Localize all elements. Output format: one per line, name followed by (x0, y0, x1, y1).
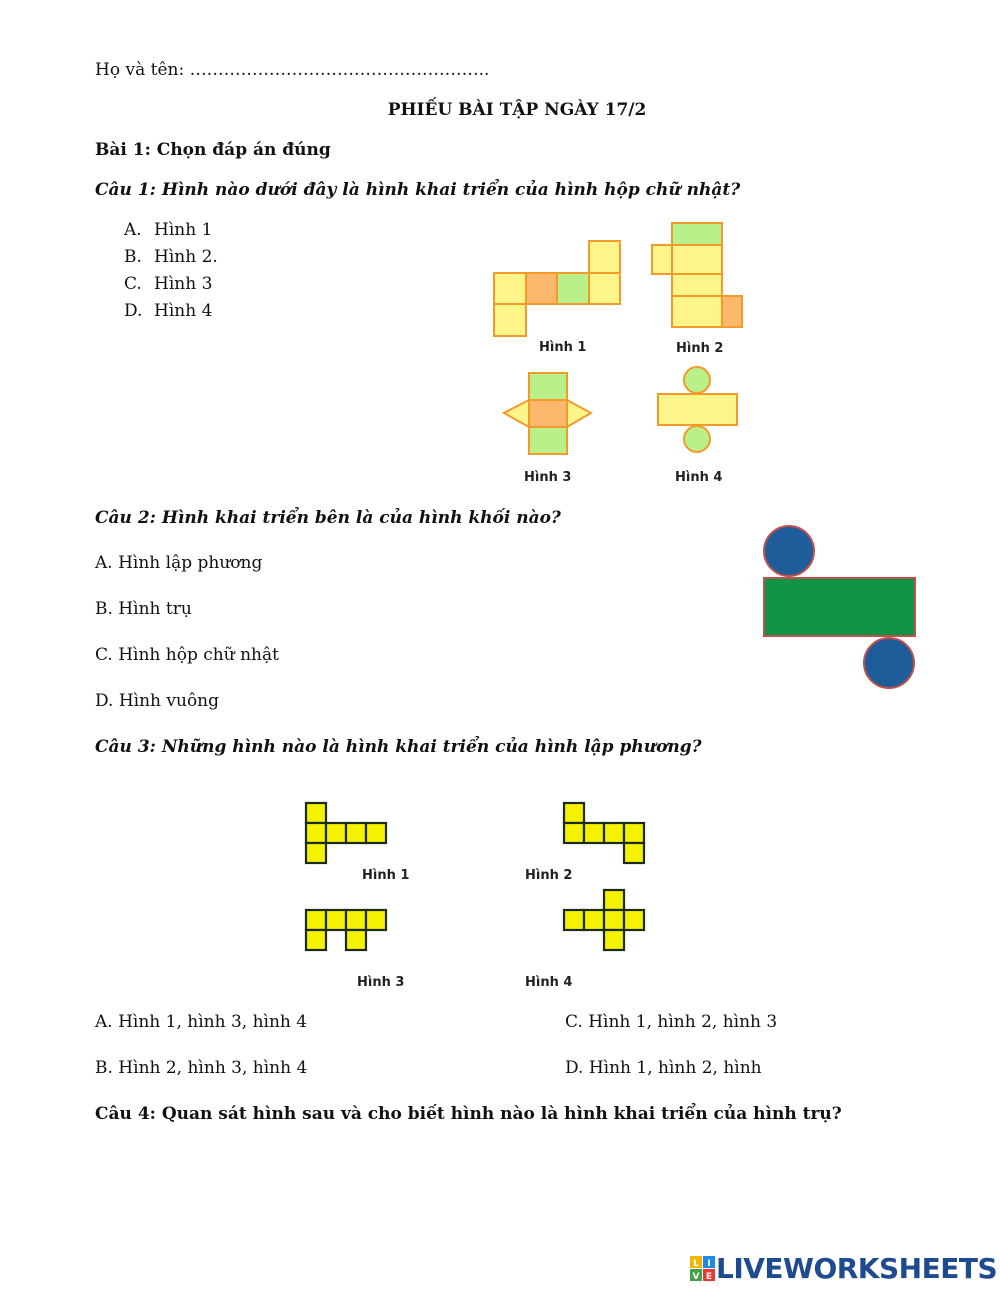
q3-figure-label-4: Hình 4 (525, 975, 573, 990)
q2-option-c[interactable]: C. Hình hộp chữ nhật (95, 645, 279, 665)
q2-option-a[interactable]: A. Hình lập phương (95, 553, 263, 573)
q3-question: Câu 3: Những hình nào là hình khai triển của hình lập phương? (95, 737, 702, 757)
q1-option-a[interactable]: A. Hình 1 (124, 220, 213, 240)
logo-icon-letter-v: V (692, 1271, 700, 1282)
q1-figure-3-net (504, 373, 591, 454)
q3-figure-2-net (564, 803, 644, 863)
q1-figure-1-net (494, 241, 620, 336)
q1-question: Câu 1: Hình nào dưới đây là hình khai triển của hình hộp chữ nhật? (95, 180, 741, 200)
q3-figure-label-2: Hình 2 (525, 868, 573, 883)
q2-option-d[interactable]: D. Hình vuông (95, 691, 220, 711)
q3-figure-label-1: Hình 1 (362, 868, 410, 883)
logo-icon-letter-i: I (707, 1258, 711, 1269)
q3-option-a[interactable]: A. Hình 1, hình 3, hình 4 (95, 1012, 308, 1032)
q3-figure-label-3: Hình 3 (357, 975, 405, 990)
q1-figure-label-3: Hình 3 (524, 470, 572, 485)
q1-option-c[interactable]: C. Hình 3 (124, 274, 213, 294)
q1-option-d[interactable]: D. Hình 4 (124, 301, 213, 321)
q3-figure-1-net (306, 803, 386, 863)
q1-options (124, 217, 218, 325)
q1-figures (480, 215, 770, 495)
q3-figures (295, 795, 655, 995)
logo-text: LIVEWORKSHEETS (716, 1252, 998, 1285)
q2-question: Câu 2: Hình khai triển bên là của hình khối nào? (95, 508, 561, 528)
liveworksheets-logo[interactable] (690, 1252, 997, 1285)
q1-figure-label-2: Hình 2 (676, 341, 724, 356)
q1-figure-2-net (652, 223, 742, 327)
q3-option-d[interactable]: D. Hình 1, hình 2, hình (565, 1058, 762, 1078)
q1-figure-label-1: Hình 1 (539, 340, 587, 355)
q1-figure-label-4: Hình 4 (675, 470, 723, 485)
page-title: PHIẾU BÀI TẬP NGÀY 17/2 (387, 100, 647, 120)
q4-question: Câu 4: Quan sát hình sau và cho biết hình nào là hình khai triển của hình trụ? (95, 1104, 842, 1124)
name-line: Họ và tên: …………………………………………….. (95, 60, 490, 80)
q3-figure-3-net (306, 910, 386, 950)
q1-figure-4-net (658, 367, 737, 452)
logo-icon-letter-e: E (705, 1271, 713, 1282)
q2-cylinder-net (755, 520, 925, 700)
q3-figure-4-net (564, 890, 644, 950)
q2-option-b[interactable]: B. Hình trụ (95, 599, 192, 619)
liveworksheets-icon (690, 1256, 716, 1282)
q1-option-b[interactable]: B. Hình 2. (124, 247, 218, 267)
q3-option-c[interactable]: C. Hình 1, hình 2, hình 3 (565, 1012, 778, 1032)
logo-icon-letter-l: L (693, 1258, 699, 1269)
section-heading: Bài 1: Chọn đáp án đúng (95, 140, 331, 160)
q3-option-b[interactable]: B. Hình 2, hình 3, hình 4 (95, 1058, 308, 1078)
